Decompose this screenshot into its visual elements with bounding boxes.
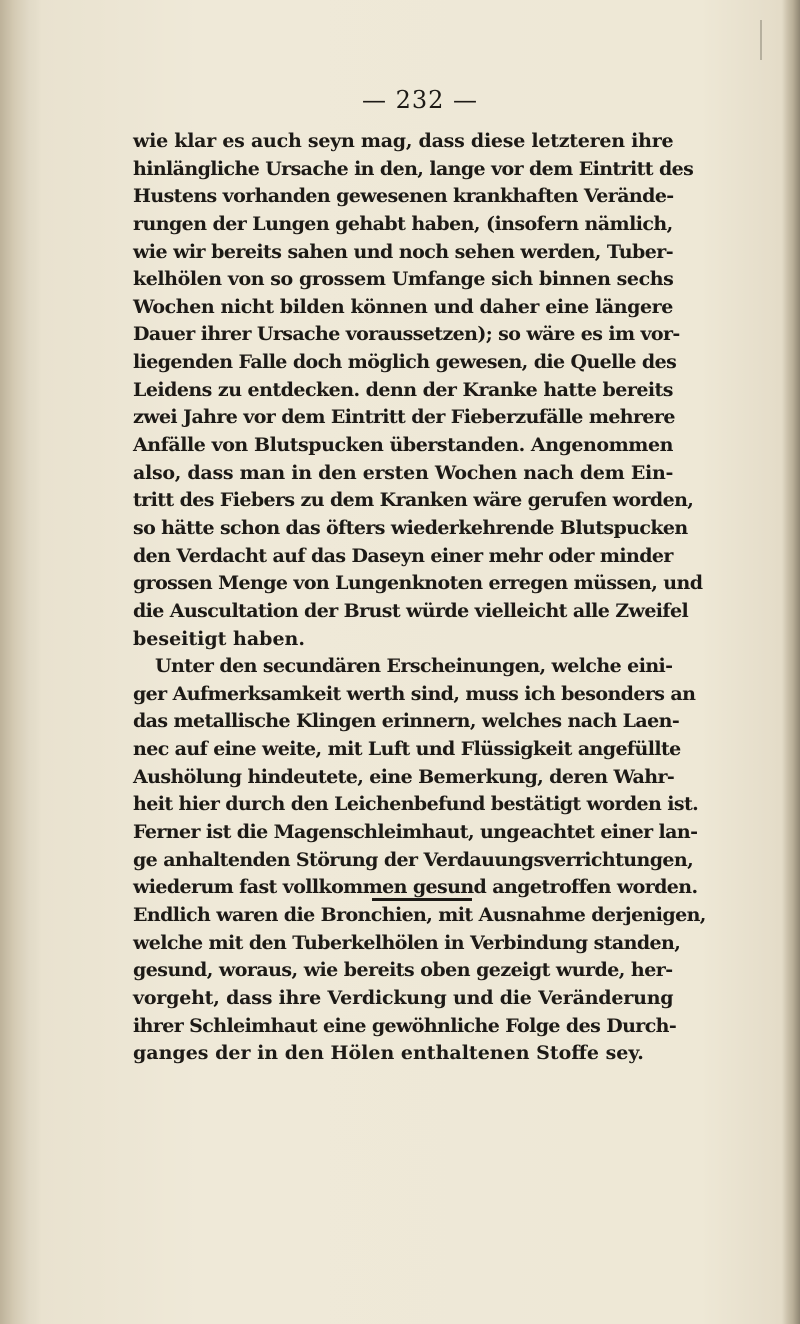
text-line: rungen der Lungen gehabt haben, (insofern nämlich,	[133, 212, 673, 235]
text-line: ganges der in den Hölen enthaltenen Stoffe sey.	[133, 1042, 644, 1065]
text-line: wie klar es auch seyn mag, dass diese letzteren ihre	[133, 130, 674, 152]
text-line: also, dass man in den ersten Wochen nach dem Ein-	[133, 461, 674, 484]
margin-mark	[760, 20, 762, 60]
text-line: so hätte schon das öfters wiederkehrende Blutspucken	[133, 516, 688, 539]
text-line: Endlich waren die Bronchien, mit Ausnahme derjenigen,	[133, 903, 706, 926]
body-text	[133, 128, 706, 1068]
text-line: den Verdacht auf das Daseyn einer mehr oder minder	[133, 544, 673, 567]
section-rule	[372, 898, 472, 901]
text-line: beseitigt haben.	[133, 627, 305, 650]
text-line: gesund, woraus, wie bereits oben gezeigt wurde, her-	[133, 959, 673, 982]
text-line: zwei Jahre vor dem Eintritt der Fieberzufälle mehrere	[133, 406, 675, 429]
text-line: kelhölen von so grossem Umfange sich binnen sechs	[133, 268, 674, 291]
text-line: Wochen nicht bilden können und daher eine längere	[133, 295, 673, 318]
text-line: Aushölung hindeutete, eine Bemerkung, deren Wahr-	[133, 765, 675, 788]
text-line: Ferner ist die Magenschleimhaut, ungeachtet einer lan-	[133, 821, 698, 844]
text-line: hinlängliche Ursache in den, lange vor dem Eintritt des	[133, 157, 694, 180]
page-number: — 232 —	[361, 86, 479, 114]
text-line: Dauer ihrer Ursache voraussetzen); so wäre es im vor-	[133, 323, 680, 346]
text-line: vorgeht, dass ihre Verdickung und die Veränderung	[133, 986, 674, 1009]
text-line: wiederum fast vollkommen gesund angetroffen worden.	[133, 876, 698, 899]
page-edge	[782, 0, 800, 1324]
text-line: ger Aufmerksamkeit werth sind, muss ich besonders an	[133, 682, 696, 705]
text-line: tritt des Fiebers zu dem Kranken wäre gerufen worden,	[133, 489, 694, 512]
text-line: Hustens vorhanden gewesenen krankhaften Verände-	[133, 185, 674, 208]
page-gutter	[0, 0, 42, 1324]
text-line: liegenden Falle doch möglich gewesen, die Quelle des	[133, 351, 677, 374]
text-line: ge anhaltenden Störung der Verdauungsverrichtungen,	[133, 848, 694, 871]
text-line: das metallische Klingen erinnern, welches nach Laen-	[133, 710, 680, 733]
text-line: nec auf eine weite, mit Luft und Flüssigkeit angefüllte	[133, 738, 681, 761]
text-line: welche mit den Tuberkelhölen in Verbindung standen,	[133, 931, 681, 954]
text-line: die Auscultation der Brust würde vielleicht alle Zweifel	[133, 599, 689, 622]
text-line: Anfälle von Blutspucken überstanden. Angenommen	[133, 434, 673, 457]
text-line: Unter den secundären Erscheinungen, welche eini-	[155, 655, 673, 678]
text-line: heit hier durch den Leichenbefund bestätigt worden ist.	[133, 793, 699, 816]
text-line: grossen Menge von Lungenknoten erregen müssen, und	[133, 572, 703, 595]
text-line: Leidens zu entdecken. denn der Kranke hatte bereits	[133, 378, 673, 401]
text-line: ihrer Schleimhaut eine gewöhnliche Folge des Durch-	[133, 1014, 677, 1037]
text-line: wie wir bereits sahen und noch sehen werden, Tuber-	[133, 240, 674, 263]
